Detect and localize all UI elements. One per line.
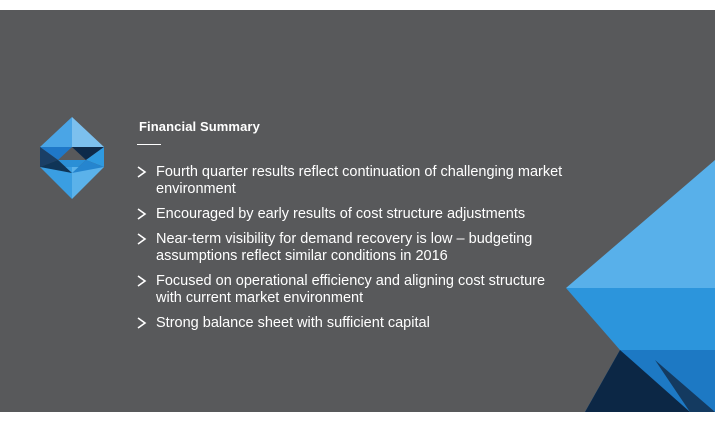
bullet-item [133, 315, 563, 332]
bullet-text: Focused on operational efficiency and aligning cost structure with current market environment [156, 273, 546, 306]
bullet-item [133, 231, 563, 265]
arrow-bullet-icon [135, 165, 149, 179]
slide-title: Financial Summary [139, 119, 260, 134]
arrow-bullet-icon [135, 274, 149, 288]
arrow-bullet-icon [135, 207, 149, 221]
bullet-text: Encouraged by early results of cost structure adjustments [156, 206, 526, 222]
title-underline [137, 144, 161, 145]
arrow-bullet-icon [135, 232, 149, 246]
bullet-text: Near-term visibility for demand recovery is low – budgeting assumptions reflect similar conditions in 2016 [156, 231, 533, 264]
bullet-text: Fourth quarter results reflect continuation of challenging market environment [156, 164, 563, 197]
bullet-item [133, 206, 563, 223]
bullet-list [133, 164, 563, 340]
company-logo-icon [40, 117, 104, 199]
bullet-text: Strong balance sheet with sufficient capital [156, 315, 430, 331]
bullet-item [133, 164, 563, 198]
bullet-item [133, 273, 563, 307]
arrow-bullet-icon [135, 316, 149, 330]
slide [0, 10, 715, 412]
corner-triangles-decoration [560, 160, 715, 412]
